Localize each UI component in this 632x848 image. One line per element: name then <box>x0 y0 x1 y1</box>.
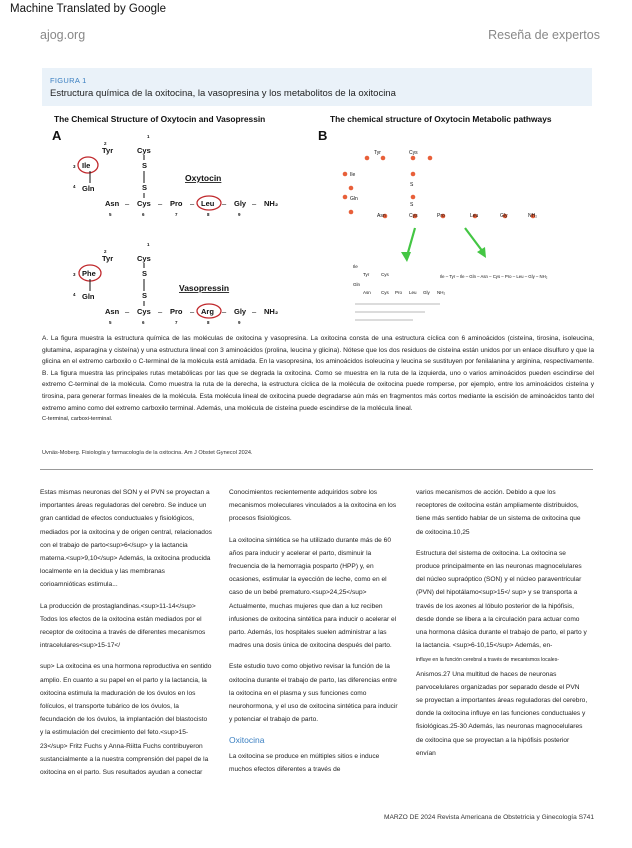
svg-text:Gln: Gln <box>82 184 95 193</box>
figure-citation: Uvnäs-Moberg. Fisiología y farmacología de la oxitocina. Am J Obstet Gynecol 2024. <box>42 450 253 456</box>
svg-text:Gly: Gly <box>500 213 508 219</box>
svg-text:Tyr: Tyr <box>374 150 381 156</box>
residue-dots <box>343 156 536 219</box>
svg-text:–: – <box>125 199 130 208</box>
svg-text:Leu: Leu <box>470 213 479 219</box>
left-metabolites <box>353 264 445 320</box>
svg-text:5: 5 <box>109 320 112 325</box>
paragraph: Estructura del sistema de oxitocina. La oxitocina se produce principalmente en las neuronas magnocelulares del núcleo supraóptico (SON) y el núcleo paraventricular (PVN) del hipotálamo<sup>15</ sup> y se transporta a través de los axones al lóbulo posterior de la hipófisis, desde donde se libera a la circulación para actuar como una hormona clásica durante el trabajo de parto, el parto y la lactancia. <sup>6-10,15</sup> Además, en- <box>416 549 587 650</box>
section-heading-oxitocina: Oxitocina <box>229 735 265 746</box>
svg-text:6: 6 <box>142 320 145 325</box>
svg-text:Cys: Cys <box>137 146 151 155</box>
svg-text:Tyr: Tyr <box>102 254 114 263</box>
paragraph: Conocimientos recientemente adquiridos sobre los mecanismos moleculares vinculados a la oxitocina en los procesos fisiológicos. <box>229 489 397 523</box>
svg-text:Tyr: Tyr <box>363 272 370 277</box>
section-label: Reseña de expertos <box>488 28 600 42</box>
chemical-structure-figure <box>45 128 595 333</box>
metabolic-pathway-diagram <box>343 150 548 320</box>
svg-text:Tyr: Tyr <box>102 146 114 155</box>
svg-text:NH₂: NH₂ <box>264 307 279 316</box>
paragraph: Anismos.27 Una multitud de haces de neuronas parvocelulares organizadas por separado desde el PVN se proyectan a importantes áreas reguladoras del cerebro, donde la oxitocina influye en las funciones conductuales y fisiológicas.25-30 Además, las neuronas magnocelulares de oxitocina que se proyectan a la hipófisis posterior envían <box>416 670 588 757</box>
svg-text:Gln: Gln <box>350 196 358 202</box>
svg-text:Arg: Arg <box>201 307 214 316</box>
figure-title: Estructura química de la oxitocina, la vasopresina y los metabolitos de la oxitocina <box>50 88 396 99</box>
svg-text:Cys: Cys <box>137 254 151 263</box>
paragraph: La oxitocina sintética se ha utilizado durante más de 60 años para inducir y acelerar el parto, disminuir la frecuencia de la hemorragia posparto (HPP) y, en ocasiones, estimular la eyección de leche, como en el caso de un bebé prematuro.<sup>24,25</sup> Actualmente, muchas mujeres que dan a luz reciben infusiones de oxitocina sintética para inducir o acelerar el parto. Además, los hospitales suelen administrar a las madres una dosis única de oxitocina después del parto. <box>229 536 397 650</box>
svg-text:Asn: Asn <box>377 213 386 219</box>
svg-text:Cys: Cys <box>137 199 151 208</box>
svg-text:2: 2 <box>104 249 107 254</box>
svg-text:S: S <box>410 202 414 208</box>
svg-text:S: S <box>142 161 148 170</box>
svg-text:Pro: Pro <box>170 199 183 208</box>
left-pathway-arrow <box>407 228 415 256</box>
svg-text:1: 1 <box>147 242 150 247</box>
panel-b-letter: B <box>318 128 328 143</box>
svg-text:Asn: Asn <box>105 199 120 208</box>
svg-text:Pro: Pro <box>395 290 403 295</box>
svg-text:8: 8 <box>207 212 210 217</box>
machine-translation-banner: Machine Translated by Google <box>10 3 166 15</box>
svg-text:NH₂: NH₂ <box>264 199 279 208</box>
svg-text:7: 7 <box>175 212 178 217</box>
svg-text:8: 8 <box>207 320 210 325</box>
page-footer: MARZO DE 2024 Revista Americana de Obstetricia y Ginecología S741 <box>384 814 594 821</box>
svg-text:3: 3 <box>73 272 76 277</box>
svg-text:–: – <box>125 307 130 316</box>
svg-text:6: 6 <box>142 212 145 217</box>
svg-text:Leu: Leu <box>409 290 417 295</box>
body-column-1 <box>40 486 212 787</box>
svg-text:Gly: Gly <box>234 199 247 208</box>
oxytocin-label: Oxytocin <box>185 173 222 183</box>
body-column-3 <box>416 486 588 768</box>
svg-text:Phe: Phe <box>82 269 96 278</box>
journal-site[interactable]: ajog.org <box>40 28 86 42</box>
svg-text:S: S <box>142 183 148 192</box>
paragraph-small: influye en la función cerebral a través de mecanismos locales- <box>416 657 560 664</box>
svg-text:Gly: Gly <box>423 290 430 295</box>
svg-text:NH₂: NH₂ <box>528 213 538 219</box>
panel-a-heading: The Chemical Structure of Oxytocin and Vasopressin <box>54 114 266 124</box>
svg-text:–: – <box>252 307 257 316</box>
figure-label: FIGURA 1 <box>50 76 87 85</box>
right-metabolite: Ile – Tyr – Ile – Gln – Asn – Cys – Pro – Leu – Gly – NH₂ <box>440 274 548 279</box>
svg-text:4: 4 <box>73 292 76 297</box>
paragraph: La oxitocina se produce en múltiples sitios e induce muchos efectos diferentes a través de <box>229 752 380 773</box>
svg-text:Ile: Ile <box>82 161 91 170</box>
svg-text:Gly: Gly <box>234 307 247 316</box>
oxytocin-structure <box>73 134 278 217</box>
right-pathway-arrow <box>465 228 483 252</box>
caption-note: C-terminal, carboxi-terminal. <box>42 416 113 423</box>
svg-text:–: – <box>158 199 163 208</box>
svg-text:Leu: Leu <box>201 199 215 208</box>
svg-text:3: 3 <box>73 164 76 169</box>
svg-text:–: – <box>252 199 257 208</box>
svg-text:Asn: Asn <box>105 307 120 316</box>
panel-b-heading: The chemical structure of Oxytocin Metabolic pathways <box>330 114 552 124</box>
svg-text:1: 1 <box>147 134 150 139</box>
svg-text:–: – <box>158 307 163 316</box>
svg-text:–: – <box>190 307 195 316</box>
svg-text:Gln: Gln <box>82 292 95 301</box>
svg-text:9: 9 <box>238 212 241 217</box>
svg-text:Asn: Asn <box>363 290 371 295</box>
svg-text:S: S <box>142 269 148 278</box>
svg-text:S: S <box>410 182 414 188</box>
svg-text:Pro: Pro <box>170 307 183 316</box>
svg-text:Gln: Gln <box>353 282 361 287</box>
svg-text:4: 4 <box>73 184 76 189</box>
svg-text:NH₂: NH₂ <box>437 290 446 295</box>
paragraph: Este estudio tuvo como objetivo revisar la función de la oxitocina durante el trabajo de parto, las diferencias entre la oxitocina en el plasma y sus funciones como neurohormona, y el uso de oxitocina sintética para inducir y potenciar el trabajo de parto. <box>229 663 398 724</box>
svg-text:Cys: Cys <box>381 290 389 295</box>
body-column-2 <box>229 486 401 784</box>
figure-caption <box>42 333 594 426</box>
svg-text:9: 9 <box>238 320 241 325</box>
figure-header <box>42 68 592 106</box>
vasopressin-structure <box>73 242 278 325</box>
svg-text:–: – <box>222 199 227 208</box>
panel-a-letter: A <box>52 128 62 143</box>
vasopressin-label: Vasopressin <box>179 283 230 293</box>
caption-text: A. La figura muestra la estructura química de las moléculas de oxitocina y vasopresina. La oxitocina consta de una estructura cíclica con 6 aminoácidos (cisteína, tirosina, isoleucina, glutamina, asparagina y cisteína) y una estructura lineal con 3 aminoácidos (prolina, leucina y glicina). Nótese que los dos residuos de cisteína están unidos por un enlace disulfuro y que la glicina en el extremo carboxilo o C-terminal de la molécula está amidada. En la vasopresina, los aminoácidos isoleucina y leucina se sustituyen por fenilalanina y arginina, respectivamente. B. La figura muestra las principales rutas metabólicas por las que se degrada la oxitocina. Como se muestra en la ruta de la izquierda, uno o varios aminoácidos pueden escindirse del extremo C-terminal de la molécula. Como muestra la ruta de la derecha, la estructura cíclica de la molécula de oxitocina puede romperse, por ejemplo, entre los aminoácidos cisteína y tirosina, para generar formas lineales de la molécula. Esta molécula lineal de oxitocina puede degradarse aún más en fragmentos más cortos mediante la escisión de aminoácidos tanto del extremo amino como del extremo carboxilo terminal. Además, una molécula de cisteína puede escindirse de la molécula lineal. <box>42 335 594 412</box>
divider <box>40 469 593 470</box>
svg-text:Pro: Pro <box>437 213 445 219</box>
svg-text:–: – <box>190 199 195 208</box>
svg-text:Ile: Ile <box>353 264 358 269</box>
paragraph: sup> La oxitocina es una hormona reproductiva en sentido amplio. En cuanto a su papel en el parto y la lactancia, la oxitocina estimula la maduración de los óvulos en los folículos, el transporte tubárico de los óvulos, la fecundación de los óvulos, la implantación del blastocisto y la estimulación del crecimiento del feto.<sup>15-23</sup> Fritz Fuchs y Anna-Riitta Fuchs contribuyeron sustancialmente a la nuestra comprensión del papel de la oxitocina en el parto. Sus resultados ayudan a conectar <box>40 663 212 777</box>
svg-text:Cys: Cys <box>137 307 151 316</box>
svg-text:2: 2 <box>104 141 107 146</box>
svg-text:5: 5 <box>109 212 112 217</box>
svg-text:Ile: Ile <box>350 172 356 178</box>
paragraph: Estas mismas neuronas del SON y el PVN se proyectan a importantes áreas reguladoras del cerebro. Se induce un gran cantidad de efectos conductuales y fisiológicos, mediados por la oxitocina y de origen central, relacionados con el trabajo de parto<sup>6</sup> y la lactancia materna.<sup>9,10</sup> Además, la oxitocina producida localmente en la decidua y las membranas corioamnióticas estimula... <box>40 489 212 589</box>
svg-text:Cys: Cys <box>409 150 418 156</box>
svg-text:Cys: Cys <box>381 272 389 277</box>
svg-text:S: S <box>142 291 148 300</box>
paragraph: varios mecanismos de acción. Debido a que los receptores de oxitocina están ampliamente distribuidos, tiene más sentido hablar de un sistema de oxitocina que de oxitocina.10,25 <box>416 489 581 536</box>
svg-text:–: – <box>222 307 227 316</box>
paragraph: La producción de prostaglandinas.<sup>11-14</sup> Todos los efectos de la oxitocina están mediados por el receptor de oxitocina a través de diferentes mecanismos intracelulares<sup>15-17</ <box>40 602 206 650</box>
svg-text:7: 7 <box>175 320 178 325</box>
svg-text:Cys: Cys <box>409 213 418 219</box>
